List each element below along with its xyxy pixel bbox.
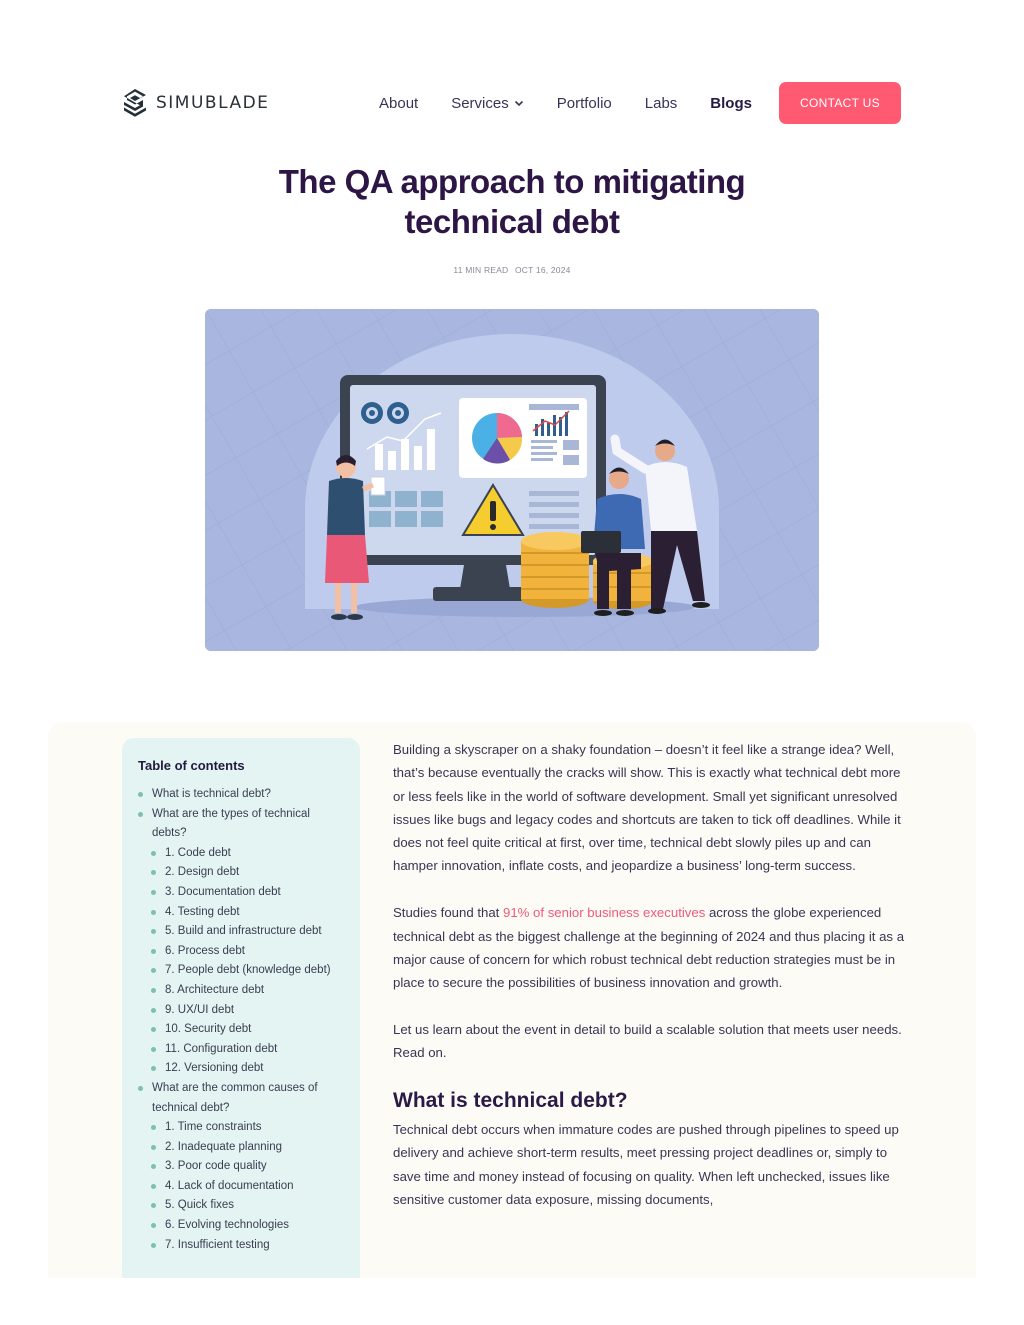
hero-illustration bbox=[205, 309, 819, 651]
chevron-down-icon bbox=[514, 98, 524, 108]
contact-us-button[interactable]: CONTACT US bbox=[779, 82, 901, 124]
nav-blogs[interactable] bbox=[710, 95, 752, 112]
toc-item[interactable]: 1. Time constraints bbox=[138, 1118, 344, 1138]
toc-item[interactable]: 2. Inadequate planning bbox=[138, 1138, 344, 1158]
definition-paragraph: Technical debt occurs when immature codes are pushed through pipelines to speed up delivery and achieve short-term results, meet pressing project deadlines or, simply to save time and money instead of focusing on quality. When left unchecked, issues like sensitive customer data exposure, missing documents, bbox=[393, 1122, 899, 1207]
toc-item[interactable]: 3. Documentation debt bbox=[138, 883, 344, 903]
stats-prefix: Studies found that bbox=[393, 905, 503, 921]
nav-labs-label: Labs bbox=[644, 94, 678, 112]
toc-item[interactable]: 6. Process debt bbox=[138, 942, 344, 962]
nav-services-label: Services bbox=[451, 94, 509, 112]
toc-item[interactable]: 12. Versioning debt bbox=[138, 1059, 344, 1079]
nav-labs[interactable] bbox=[645, 95, 678, 112]
table-of-contents bbox=[122, 738, 360, 1278]
toc-item[interactable]: 4. Lack of documentation bbox=[138, 1177, 344, 1197]
main-nav bbox=[379, 82, 785, 124]
stats-link[interactable]: 91% of senior business executives bbox=[502, 905, 706, 921]
tech-debt-illustration bbox=[205, 309, 819, 651]
toc-item[interactable]: 7. Insufficient testing bbox=[138, 1236, 344, 1256]
nav-about[interactable] bbox=[379, 95, 418, 112]
toc-item[interactable]: 4. Testing debt bbox=[138, 903, 344, 923]
nav-portfolio-label: Portfolio bbox=[556, 94, 612, 112]
article-meta bbox=[0, 265, 1024, 275]
toc-item[interactable]: 5. Quick fixes bbox=[138, 1196, 344, 1216]
toc-item[interactable]: 8. Architecture debt bbox=[138, 981, 344, 1001]
nav-portfolio[interactable] bbox=[557, 95, 612, 112]
article-body bbox=[393, 738, 905, 1235]
toc-item[interactable]: 6. Evolving technologies bbox=[138, 1216, 344, 1236]
page-title bbox=[212, 162, 812, 242]
toc-item[interactable]: What are the common causes of technical debt? bbox=[138, 1079, 344, 1118]
publish-date: OCT 16, 2024 bbox=[514, 265, 571, 275]
simublade-logo-icon bbox=[122, 87, 148, 119]
toc-item[interactable]: 10. Security debt bbox=[138, 1020, 344, 1040]
stats-paragraph bbox=[393, 901, 905, 994]
toc-item[interactable]: 7. People debt (knowledge debt) bbox=[138, 961, 344, 981]
intro-paragraph: Building a skyscraper on a shaky foundation – doesn’t it feel like a strange idea? Well, that’s because eventually the cracks will show. This is exactly what technical debt more or less feels like in the world of software development. Small yet significant unresolved issues like bugs and legacy codes and shortcuts are taken to tick off deadlines. While it does not feel quite critical at first, over time, technical debt slowly piles up and can hamper innovation, inflate costs, and jeopardize a business’ long-term success. bbox=[393, 742, 901, 874]
nav-services[interactable] bbox=[451, 95, 524, 112]
brand-name: SIMUBLADE bbox=[156, 93, 270, 113]
toc-list bbox=[138, 785, 344, 1255]
toc-item[interactable]: 3. Poor code quality bbox=[138, 1157, 344, 1177]
readon-paragraph: Let us learn about the event in detail to build a scalable solution that meets user needs. Read on. bbox=[393, 1021, 902, 1061]
toc-item[interactable]: What is technical debt? bbox=[138, 785, 344, 805]
site-header bbox=[122, 82, 902, 124]
section-heading: What is technical debt? bbox=[393, 1089, 628, 1113]
title-line-2: technical debt bbox=[404, 203, 620, 240]
toc-item[interactable]: 5. Build and infrastructure debt bbox=[138, 922, 344, 942]
title-line-1: The QA approach to mitigating bbox=[278, 163, 746, 200]
toc-title: Table of contents bbox=[138, 758, 245, 773]
toc-item[interactable]: 2. Design debt bbox=[138, 863, 344, 883]
stats-suffix: across the globe experienced technical debt as the biggest challenge at the beginning of 2024 and thus placing it as a major cause of concern for which robust technical debt reduction strategies must be in place to secure the possibilities of business innovation and growth. bbox=[393, 905, 905, 991]
nav-about-label: About bbox=[379, 94, 419, 112]
nav-blogs-label: Blogs bbox=[710, 94, 752, 112]
toc-item[interactable]: 11. Configuration debt bbox=[138, 1040, 344, 1060]
toc-item[interactable]: 9. UX/UI debt bbox=[138, 1001, 344, 1021]
read-time: 11 MIN READ bbox=[453, 265, 509, 275]
toc-item[interactable]: What are the types of technical debts? bbox=[138, 805, 344, 844]
toc-item[interactable]: 1. Code debt bbox=[138, 844, 344, 864]
brand-logo[interactable] bbox=[122, 87, 269, 119]
